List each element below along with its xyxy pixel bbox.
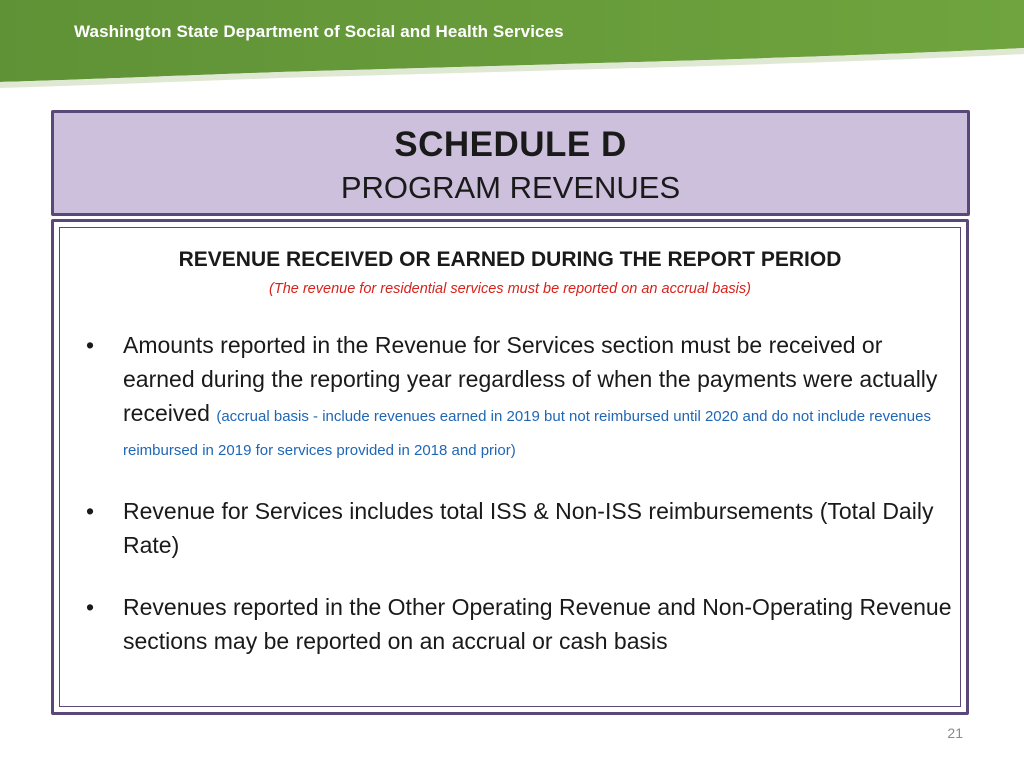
banner-shape (0, 0, 1024, 90)
page-number: 21 (947, 725, 963, 741)
bullet-note: (accrual basis - include revenues earned in 2019 but not reimbursed until 2020 and do not include revenues reimbursed in 2019 for services provided in 2018 and prior) (123, 408, 931, 459)
bullet-icon: • (86, 332, 95, 358)
bullet-item (82, 494, 952, 562)
content-box (51, 219, 969, 715)
content-note: (The revenue for residential services must be reported on an accrual basis) (269, 281, 751, 297)
bullet-list (82, 328, 952, 686)
slide-subtitle: PROGRAM REVENUES (340, 170, 681, 205)
organization-name: Washington State Department of Social and Health Services (74, 22, 564, 41)
header-banner (0, 0, 1024, 90)
bullet-item (82, 590, 952, 658)
content-inner-frame (59, 227, 961, 707)
content-heading: REVENUE RECEIVED OR EARNED DURING THE REPORT PERIOD (178, 248, 842, 271)
title-box (51, 110, 970, 216)
bullet-icon: • (86, 498, 95, 524)
bullet-text: Amounts reported in the Revenue for Services section must be received or earned during the reporting year regardless of when the payments were actually received (123, 332, 938, 426)
bullet-text: Revenue for Services includes total ISS & Non-ISS reimbursements (Total Daily Rate) (123, 498, 934, 558)
bullet-icon: • (86, 594, 95, 620)
slide-title: SCHEDULE D (394, 125, 627, 164)
bullet-text: Revenues reported in the Other Operating Revenue and Non-Operating Revenue sections may be reported on an accrual or cash basis (123, 594, 952, 654)
bullet-item (82, 328, 952, 464)
